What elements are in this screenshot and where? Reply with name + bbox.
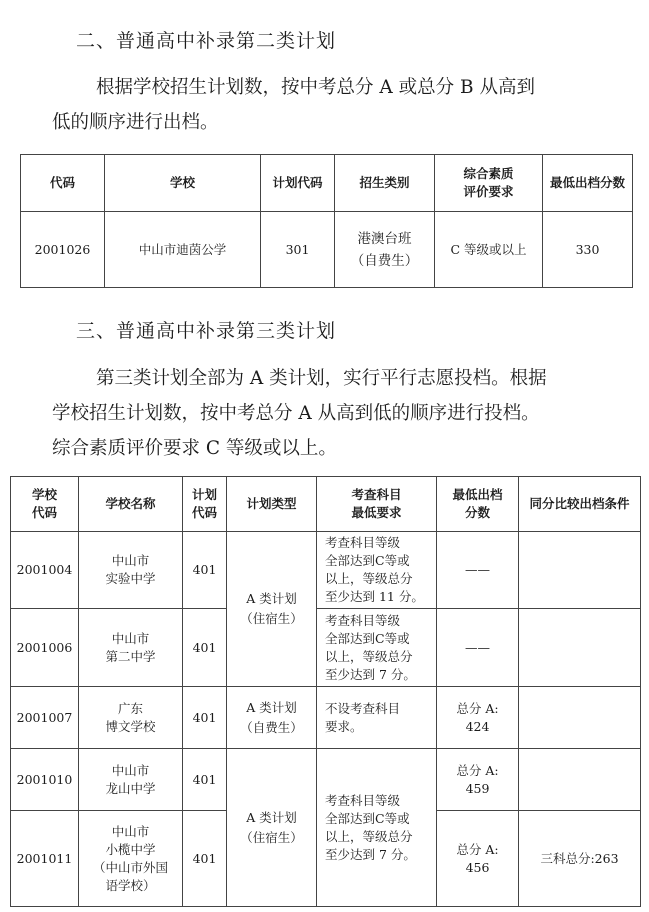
school-name: 中山市迪茵公学	[105, 212, 261, 288]
section3-paragraph-line: 学校招生计划数，按中考总分 A 从高到低的顺序进行投档。	[52, 403, 540, 424]
evaluation-requirement: C 等级或以上	[435, 212, 543, 288]
section3-table	[10, 476, 641, 907]
school-name: 中山市 龙山中学	[79, 749, 183, 811]
section2-heading: 二、普通高中补录第二类计划	[76, 30, 337, 52]
header-cell: 计划代码	[261, 155, 335, 212]
tiebreak-condition	[519, 687, 641, 749]
section2-table	[20, 154, 633, 288]
subject-requirement: 考查科目等级 全部达到C等或 以上，等级总分 至少达到 7 分。	[317, 749, 437, 907]
header-cell: 同分比较出档条件	[519, 477, 641, 532]
table-row	[11, 609, 641, 687]
section2-paragraph-line: 根据学校招生计划数，按中考总分 A 或总分 B 从高到	[96, 77, 535, 98]
header-cell: 最低出档分数	[543, 155, 633, 212]
min-score: ——	[437, 532, 519, 609]
enrollment-type: 港澳台班 （自费生）	[335, 212, 435, 288]
section3-paragraph-line: 综合素质评价要求 C 等级或以上。	[52, 438, 337, 459]
section2-paragraph	[52, 70, 612, 140]
school-name: 广东 博文学校	[79, 687, 183, 749]
plan-code: 401	[183, 811, 227, 907]
header-cell: 考查科目 最低要求	[317, 477, 437, 532]
min-score: 330	[543, 212, 633, 288]
table-row	[11, 687, 641, 749]
section2-paragraph-line: 低的顺序进行出档。	[52, 112, 219, 133]
plan-type: A 类计划 （自费生）	[227, 687, 317, 749]
school-name: 中山市 实验中学	[79, 532, 183, 609]
school-code: 2001011	[11, 811, 79, 907]
plan-code: 401	[183, 609, 227, 687]
school-code: 2001026	[21, 212, 105, 288]
section3-paragraph	[52, 361, 612, 466]
subject-requirement: 考查科目等级 全部达到C等或 以上，等级总分 至少达到 11 分。	[317, 532, 437, 609]
subject-requirement: 不设考查科目 要求。	[317, 687, 437, 749]
school-name: 中山市 第二中学	[79, 609, 183, 687]
tiebreak-condition	[519, 609, 641, 687]
table-row	[11, 749, 641, 811]
header-cell: 学校 代码	[11, 477, 79, 532]
school-code: 2001004	[11, 532, 79, 609]
plan-code: 401	[183, 687, 227, 749]
header-cell: 学校名称	[79, 477, 183, 532]
header-cell: 计划 代码	[183, 477, 227, 532]
subject-requirement: 考查科目等级 全部达到C等或 以上，等级总分 至少达到 7 分。	[317, 609, 437, 687]
tiebreak-condition: 三科总分:263	[519, 811, 641, 907]
header-cell: 学校	[105, 155, 261, 212]
min-score: 总分 A: 424	[437, 687, 519, 749]
header-cell: 招生类别	[335, 155, 435, 212]
school-name: 中山市 小榄中学 （中山市外国 语学校）	[79, 811, 183, 907]
table-header-row	[21, 155, 633, 212]
min-score: ——	[437, 609, 519, 687]
header-cell: 代码	[21, 155, 105, 212]
plan-code: 401	[183, 532, 227, 609]
school-code: 2001006	[11, 609, 79, 687]
school-code: 2001007	[11, 687, 79, 749]
tiebreak-condition	[519, 532, 641, 609]
header-cell: 最低出档 分数	[437, 477, 519, 532]
plan-code: 401	[183, 749, 227, 811]
table-row	[11, 532, 641, 609]
plan-type: A 类计划 （住宿生）	[227, 532, 317, 687]
section3-heading: 三、普通高中补录第三类计划	[76, 320, 337, 342]
plan-type: A 类计划 （住宿生）	[227, 749, 317, 907]
school-code: 2001010	[11, 749, 79, 811]
tiebreak-condition	[519, 749, 641, 811]
table-row	[21, 212, 633, 288]
min-score: 总分 A: 456	[437, 811, 519, 907]
plan-code: 301	[261, 212, 335, 288]
min-score: 总分 A: 459	[437, 749, 519, 811]
table-header-row	[11, 477, 641, 532]
section3-paragraph-line: 第三类计划全部为 A 类计划，实行平行志愿投档。根据	[96, 368, 547, 389]
header-cell: 计划类型	[227, 477, 317, 532]
header-cell: 综合素质 评价要求	[435, 155, 543, 212]
